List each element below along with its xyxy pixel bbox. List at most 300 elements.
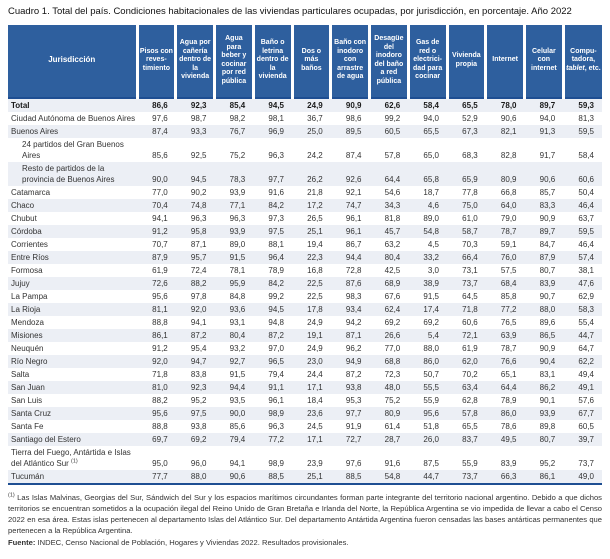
table-row — [8, 112, 602, 125]
cell-value: 87,4 — [152, 126, 168, 136]
cell-value: 94,1 — [152, 213, 168, 223]
cell-value: 62,2 — [578, 356, 594, 366]
column-header: Agua por cañería dentro de la vivienda — [176, 25, 215, 98]
cell-value: 88,0 — [423, 343, 439, 353]
row-label: Mendoza — [11, 317, 44, 327]
cell-value: 50,4 — [578, 187, 594, 197]
table-row — [8, 125, 602, 138]
column-header: Celular con internet — [525, 25, 564, 98]
cell-value: 80,7 — [539, 434, 556, 444]
cell-value: 19,1 — [307, 330, 323, 340]
source-line — [8, 537, 602, 548]
table-title: Cuadro 1. Total del país. Condiciones habitacionales de las viviendas particulares ocupadas, por jurisdicción, en porcentaje. Año 2022 — [8, 6, 572, 17]
row-label: Buenos Aires — [11, 126, 59, 136]
cell-value: 92,3 — [190, 100, 207, 110]
cell-value: 61,9 — [152, 265, 168, 275]
table-row — [8, 355, 602, 368]
row-label: Corrientes — [11, 239, 48, 249]
cell-value: 98,9 — [268, 408, 284, 418]
row-label: Entre Ríos — [11, 252, 49, 262]
cell-value: 62,0 — [462, 356, 478, 366]
cell-value: 93,9 — [229, 226, 246, 236]
cell-value: 81,0 — [152, 382, 168, 392]
row-label: San Juan — [11, 382, 45, 392]
cell-value: 93,6 — [229, 304, 246, 314]
cell-value: 23,0 — [307, 356, 323, 366]
cell-value: 88,1 — [268, 239, 284, 249]
cell-value: 73,7 — [462, 471, 478, 481]
cell-value: 38,1 — [578, 265, 594, 275]
cell-value: 98,3 — [345, 291, 362, 301]
table-row — [8, 212, 602, 225]
cell-value: 64,7 — [578, 343, 594, 353]
cell-value: 90,6 — [539, 174, 556, 184]
cell-value: 26,2 — [307, 174, 323, 184]
cell-value: 98,2 — [229, 113, 246, 123]
cell-value: 93,8 — [190, 421, 207, 431]
cell-value: 25,0 — [307, 126, 323, 136]
cell-value: 96,1 — [345, 213, 362, 223]
cell-value: 94,1 — [229, 458, 246, 468]
cell-value: 93,5 — [229, 395, 246, 405]
cell-value: 83,8 — [190, 369, 207, 379]
cell-value: 78,0 — [500, 100, 517, 110]
cell-value: 95,8 — [190, 226, 207, 236]
cell-value: 96,9 — [268, 126, 284, 136]
cell-value: 17,1 — [307, 382, 323, 392]
cell-value: 65,5 — [462, 100, 478, 110]
housing-conditions-table — [8, 25, 602, 485]
row-label: Jujuy — [11, 278, 30, 288]
cell-value: 54,8 — [423, 226, 439, 236]
cell-value: 58,4 — [578, 150, 594, 160]
cell-value: 87,9 — [152, 252, 168, 262]
cell-value: 70,2 — [462, 369, 478, 379]
cell-value: 72,4 — [190, 265, 207, 275]
cell-value: 97,0 — [268, 343, 284, 353]
cell-value: 82,1 — [500, 126, 517, 136]
cell-value: 17,8 — [307, 304, 323, 314]
cell-value: 78,7 — [500, 226, 517, 236]
table-row — [8, 433, 602, 446]
cell-value: 95,0 — [152, 458, 168, 468]
cell-value: 78,9 — [500, 395, 517, 405]
cell-value: 72,6 — [152, 278, 168, 288]
table-row — [8, 470, 602, 484]
cell-value: 86,2 — [539, 382, 556, 392]
row-label: Río Negro — [11, 356, 48, 366]
cell-value: 22,5 — [307, 278, 323, 288]
cell-value: 75,0 — [462, 200, 478, 210]
cell-value: 89,8 — [539, 421, 556, 431]
cell-value: 79,4 — [229, 434, 246, 444]
row-label: Total — [11, 100, 30, 110]
cell-value: 78,1 — [229, 265, 246, 275]
cell-value: 4,6 — [427, 200, 439, 210]
cell-value: 61,0 — [462, 213, 478, 223]
cell-value: 80,7 — [539, 265, 556, 275]
cell-value: 84,8 — [229, 291, 246, 301]
cell-value: 77,8 — [462, 187, 478, 197]
cell-value: 24,4 — [307, 369, 323, 379]
cell-value: 70,7 — [152, 239, 168, 249]
cell-value: 91,5 — [229, 252, 246, 262]
cell-value: 93,9 — [229, 187, 246, 197]
table-row — [8, 225, 602, 238]
footnote — [8, 492, 602, 536]
cell-value: 69,7 — [152, 434, 168, 444]
cell-value: 64,4 — [384, 174, 401, 184]
row-label: Misiones — [11, 330, 43, 340]
table-row — [8, 407, 602, 420]
cell-value: 95,6 — [152, 408, 168, 418]
cell-value: 60,5 — [384, 126, 401, 136]
cell-value: 94,8 — [268, 317, 284, 327]
footnote-marker: (1) — [8, 491, 15, 498]
cell-value: 80,4 — [384, 252, 401, 262]
cell-value: 83,3 — [539, 200, 556, 210]
cell-value: 78,9 — [268, 265, 284, 275]
cell-value: 46,4 — [578, 239, 594, 249]
column-header-jurisdiccion: Jurisdicción — [8, 25, 137, 98]
cell-value: 94,1 — [190, 317, 207, 327]
column-header: Pisos con reves-timiento — [137, 25, 176, 98]
cell-value: 92,7 — [229, 356, 246, 366]
cell-value: 79,4 — [268, 369, 284, 379]
cell-value: 47,6 — [578, 278, 594, 288]
cell-value: 55,5 — [423, 382, 439, 392]
cell-value: 87,2 — [268, 330, 284, 340]
cell-value: 75,2 — [384, 395, 401, 405]
cell-value: 91,1 — [268, 382, 284, 392]
cell-value: 4,5 — [427, 239, 439, 249]
row-label: Santa Cruz — [11, 408, 52, 418]
cell-value: 18,4 — [307, 395, 323, 405]
cell-value: 93,9 — [539, 408, 556, 418]
cell-value: 57,8 — [384, 150, 401, 160]
cell-value: 86,6 — [152, 100, 168, 110]
cell-value: 88,8 — [152, 421, 168, 431]
cell-value: 57,6 — [578, 395, 594, 405]
cell-value: 98,1 — [268, 113, 284, 123]
source-label: Fuente: — [8, 537, 36, 547]
table-row — [8, 98, 602, 112]
cell-value: 65,9 — [462, 174, 478, 184]
cell-value: 3,0 — [427, 265, 439, 275]
cell-value: 94,4 — [345, 252, 362, 262]
cell-value: 96,3 — [268, 421, 284, 431]
cell-value: 62,6 — [384, 100, 401, 110]
cell-value: 24,9 — [307, 100, 323, 110]
cell-value: 74,7 — [345, 200, 362, 210]
table-row — [8, 342, 602, 355]
cell-value: 94,5 — [268, 304, 284, 314]
cell-value: 90,9 — [345, 100, 362, 110]
cell-value: 69,2 — [384, 317, 401, 327]
cell-value: 85,6 — [152, 150, 168, 160]
cell-value: 80,9 — [500, 174, 517, 184]
cell-value: 23,6 — [307, 408, 323, 418]
table-row — [8, 290, 602, 303]
cell-value: 91,5 — [423, 291, 439, 301]
cell-value: 17,4 — [423, 304, 439, 314]
cell-value: 89,0 — [229, 239, 246, 249]
row-label: Tierra del Fuego, Antártida e Islas del Atlántico Sur $^{(1)}$ — [11, 447, 131, 468]
cell-value: 87,5 — [423, 458, 439, 468]
cell-value: 62,8 — [462, 395, 478, 405]
cell-value: 25,1 — [307, 471, 323, 481]
cell-value: 91,9 — [345, 421, 362, 431]
cell-value: 84,2 — [268, 278, 284, 288]
cell-value: 72,3 — [384, 369, 401, 379]
cell-value: 94,0 — [539, 113, 556, 123]
cell-value: 65,8 — [423, 174, 439, 184]
cell-value: 88,8 — [152, 317, 168, 327]
cell-value: 95,2 — [539, 458, 556, 468]
row-label: Córdoba — [11, 226, 42, 236]
cell-value: 98,6 — [345, 113, 362, 123]
cell-value: 94,0 — [423, 113, 439, 123]
cell-value: 91,5 — [229, 369, 246, 379]
cell-value: 96,3 — [268, 150, 284, 160]
cell-value: 90,2 — [190, 187, 207, 197]
cell-value: 81,8 — [384, 213, 401, 223]
cell-value: 42,5 — [384, 265, 401, 275]
cell-value: 25,1 — [307, 226, 323, 236]
cell-value: 66,4 — [462, 252, 478, 262]
cell-value: 24,5 — [307, 421, 323, 431]
cell-value: 67,7 — [578, 408, 594, 418]
cell-value: 65,0 — [423, 150, 439, 160]
cell-value: 70,4 — [152, 200, 168, 210]
row-label: Ciudad Autónoma de Buenos Aires — [11, 113, 136, 123]
cell-value: 59,5 — [578, 126, 594, 136]
column-header: Agua para beber y cocinar por red pública — [215, 25, 254, 98]
cell-value: 77,2 — [500, 304, 517, 314]
cell-value: 72,7 — [345, 434, 362, 444]
cell-value: 79,0 — [500, 213, 517, 223]
cell-value: 98,7 — [190, 113, 207, 123]
cell-value: 63,9 — [500, 330, 517, 340]
cell-value: 85,8 — [500, 291, 517, 301]
cell-value: 63,4 — [462, 382, 478, 392]
cell-value: 55,9 — [462, 458, 478, 468]
table-row — [8, 316, 602, 329]
cell-value: 71,8 — [462, 304, 478, 314]
cell-value: 95,4 — [190, 343, 207, 353]
cell-value: 73,7 — [578, 458, 594, 468]
cell-value: 88,5 — [268, 471, 284, 481]
cell-value: 28,7 — [384, 434, 401, 444]
row-label: 24 partidos del Gran Buenos Aires — [22, 139, 124, 160]
cell-value: 89,5 — [345, 126, 362, 136]
table-row — [8, 238, 602, 251]
cell-value: 92,6 — [345, 174, 362, 184]
source-text: INDEC, Censo Nacional de Población, Hogares y Viviendas 2022. Resultados provisionales. — [35, 537, 349, 547]
cell-value: 69,2 — [190, 434, 207, 444]
cell-value: 72,1 — [462, 330, 478, 340]
cell-value: 68,9 — [384, 278, 401, 288]
cell-value: 90,6 — [229, 471, 246, 481]
cell-value: 89,7 — [539, 100, 556, 110]
cell-value: 87,1 — [345, 330, 362, 340]
cell-value: 93,8 — [345, 382, 362, 392]
cell-value: 82,8 — [500, 150, 517, 160]
cell-value: 59,5 — [578, 226, 594, 236]
cell-value: 86,0 — [500, 408, 517, 418]
cell-value: 50,7 — [423, 369, 439, 379]
cell-value: 77,7 — [152, 471, 168, 481]
cell-value: 95,6 — [423, 408, 439, 418]
cell-value: 57,8 — [462, 408, 478, 418]
cell-value: 95,2 — [190, 395, 207, 405]
cell-value: 66,8 — [500, 187, 517, 197]
cell-value: 68,4 — [500, 278, 517, 288]
cell-value: 92,5 — [190, 150, 207, 160]
cell-value: 87,1 — [190, 239, 207, 249]
cell-value: 83,1 — [539, 369, 556, 379]
cell-value: 77,0 — [384, 343, 401, 353]
cell-value: 96,0 — [190, 458, 207, 468]
cell-value: 57,5 — [500, 265, 517, 275]
cell-value: 84,7 — [539, 239, 556, 249]
row-label: Resto de partidos de la provincia de Buenos Aires — [22, 163, 115, 184]
cell-value: 49,5 — [500, 434, 517, 444]
column-header: Compu-tadora, tablet, etc. — [563, 25, 602, 98]
cell-value: 62,4 — [384, 304, 401, 314]
cell-value: 75,2 — [229, 150, 246, 160]
row-label: La Rioja — [11, 304, 41, 314]
cell-value: 91,6 — [268, 187, 284, 197]
cell-value: 85,6 — [229, 421, 246, 431]
cell-value: 54,8 — [384, 471, 401, 481]
cell-value: 94,5 — [190, 174, 207, 184]
cell-value: 94,7 — [190, 356, 207, 366]
table-row — [8, 381, 602, 394]
cell-value: 92,0 — [190, 304, 207, 314]
cell-value: 76,0 — [500, 252, 517, 262]
cell-value: 83,7 — [462, 434, 478, 444]
cell-value: 97,5 — [190, 408, 207, 418]
cell-value: 23,9 — [307, 458, 323, 468]
cell-value: 64,5 — [462, 291, 478, 301]
cell-value: 64,0 — [500, 200, 517, 210]
row-label: Tucumán — [11, 471, 45, 481]
cell-value: 81,1 — [152, 304, 168, 314]
cell-value: 86,0 — [423, 356, 439, 366]
cell-value: 85,4 — [229, 100, 246, 110]
table-row — [8, 303, 602, 316]
cell-value: 87,2 — [345, 369, 362, 379]
cell-value: 61,9 — [462, 343, 478, 353]
cell-value: 83,9 — [500, 458, 517, 468]
table-row — [8, 251, 602, 264]
cell-value: 26,0 — [423, 434, 439, 444]
cell-value: 85,7 — [539, 187, 556, 197]
cell-value: 55,9 — [423, 395, 439, 405]
cell-value: 67,6 — [384, 291, 401, 301]
cell-value: 93,3 — [190, 126, 207, 136]
cell-value: 33,2 — [423, 252, 439, 262]
cell-value: 49,1 — [578, 382, 594, 392]
cell-value: 86,5 — [539, 330, 556, 340]
cell-value: 55,4 — [578, 317, 594, 327]
cell-value: 58,3 — [578, 304, 594, 314]
cell-value: 58,7 — [462, 226, 478, 236]
row-label: Santiago del Estero — [11, 434, 81, 444]
cell-value: 68,3 — [462, 150, 478, 160]
cell-value: 86,1 — [539, 471, 556, 481]
cell-value: 45,7 — [384, 226, 401, 236]
cell-value: 88,5 — [345, 471, 362, 481]
cell-value: 90,0 — [229, 408, 246, 418]
cell-value: 34,3 — [384, 200, 401, 210]
cell-value: 94,4 — [229, 382, 246, 392]
table-row — [8, 329, 602, 342]
cell-value: 63,2 — [384, 239, 401, 249]
cell-value: 90,6 — [500, 113, 517, 123]
cell-value: 68,8 — [384, 356, 401, 366]
cell-value: 78,7 — [500, 343, 517, 353]
cell-value: 89,6 — [539, 317, 556, 327]
cell-value: 99,2 — [384, 113, 401, 123]
cell-value: 60,6 — [578, 174, 594, 184]
cell-value: 88,0 — [190, 471, 207, 481]
cell-value: 66,3 — [500, 471, 517, 481]
column-header: Vivienda propia — [447, 25, 486, 98]
cell-value: 88,2 — [152, 395, 168, 405]
cell-value: 94,9 — [345, 356, 362, 366]
cell-value: 76,6 — [500, 356, 517, 366]
cell-value: 62,9 — [578, 291, 594, 301]
cell-value: 59,3 — [578, 100, 594, 110]
table-row — [8, 264, 602, 277]
cell-value: 88,0 — [539, 304, 556, 314]
cell-value: 88,2 — [190, 278, 207, 288]
cell-value: 24,2 — [307, 150, 323, 160]
cell-value: 44,7 — [423, 471, 439, 481]
row-label: San Luis — [11, 395, 43, 405]
row-label: Chaco — [11, 200, 35, 210]
cell-value: 69,2 — [423, 317, 439, 327]
column-header: Desagüe del inodoro del baño a red pública — [370, 25, 409, 98]
column-header: Gas de red o electrici-dad para cocinar — [408, 25, 447, 98]
cell-value: 58,4 — [423, 100, 439, 110]
cell-value: 80,9 — [384, 408, 401, 418]
cell-value: 78,6 — [500, 421, 517, 431]
cell-value: 90,0 — [152, 174, 168, 184]
cell-value: 91,2 — [152, 343, 168, 353]
table-row — [8, 368, 602, 381]
table-row — [8, 420, 602, 433]
cell-value: 90,9 — [539, 213, 556, 223]
table-row — [8, 446, 602, 470]
cell-value: 91,3 — [539, 126, 556, 136]
cell-value: 67,3 — [462, 126, 478, 136]
cell-value: 83,9 — [539, 278, 556, 288]
table-row — [8, 394, 602, 407]
cell-value: 22,3 — [307, 252, 323, 262]
cell-value: 95,9 — [229, 278, 246, 288]
cell-value: 17,2 — [307, 200, 323, 210]
cell-value: 71,8 — [152, 369, 168, 379]
cell-value: 86,7 — [345, 239, 362, 249]
cell-value: 39,7 — [578, 434, 594, 444]
row-label: Catamarca — [11, 187, 51, 197]
cell-value: 59,1 — [500, 239, 517, 249]
cell-value: 81,3 — [578, 113, 594, 123]
cell-value: 46,4 — [578, 200, 594, 210]
